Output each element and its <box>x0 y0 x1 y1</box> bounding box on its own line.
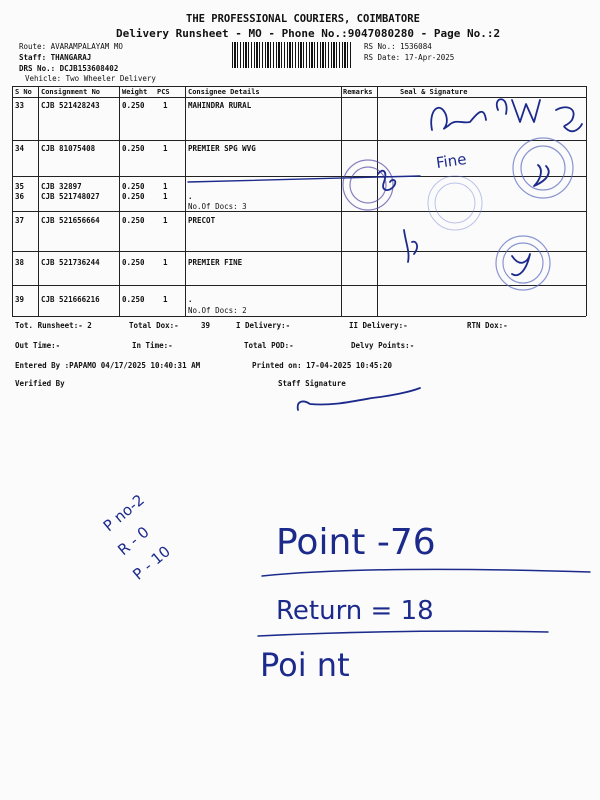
pcs: 1 <box>163 182 168 191</box>
table-row: 33 <box>15 101 25 110</box>
pcs: 1 <box>163 295 168 304</box>
ii-delivery: II Delivery:- <box>349 321 408 330</box>
out-time: Out Time:- <box>15 341 61 350</box>
col-seal-signature: Seal & Signature <box>400 88 468 96</box>
consignee: MAHINDRA RURAL <box>188 101 252 110</box>
consignee: PREMIER SPG WVG <box>188 144 256 153</box>
col-consignee: Consignee Details <box>188 88 260 96</box>
table-row: 35 <box>15 182 25 191</box>
signature <box>378 171 395 190</box>
handwritten-side-note: P - 10 <box>129 542 174 584</box>
consignee: PRECOT <box>188 216 216 225</box>
staff-signature <box>298 388 420 410</box>
col-consignment: Consignment No <box>41 88 101 96</box>
handwritten-return-total: Return = 18 <box>276 596 434 626</box>
staff-signature-label: Staff Signature <box>278 379 346 388</box>
consignee: . <box>188 192 193 201</box>
drs-number: DRS No.: DCJB153608402 <box>19 64 119 73</box>
col-weight: Weight <box>122 88 148 96</box>
consignment-no: CJB 81075408 <box>41 144 96 153</box>
table-row: 38 <box>15 258 25 267</box>
pcs: 1 <box>163 258 168 267</box>
docs-note: No.Of Docs: 3 <box>188 202 247 211</box>
company-title: THE PROFESSIONAL COURIERS, COIMBATORE <box>186 13 420 25</box>
weight: 0.250 <box>122 295 145 304</box>
table-row: 37 <box>15 216 25 225</box>
consignee: PREMIER FINE <box>188 258 243 267</box>
signature <box>431 108 486 130</box>
verified-by: Verified By <box>15 379 65 388</box>
printed-on: Printed on: 17-04-2025 10:45:20 <box>252 361 392 370</box>
weight: 0.250 <box>122 192 145 201</box>
seal-stamp <box>428 176 482 230</box>
signature <box>534 165 549 186</box>
route: Route: AVARAMPALAYAM MO <box>19 42 123 51</box>
consignment-no: CJB 521428243 <box>41 101 100 110</box>
table-row: 39 <box>15 295 25 304</box>
consignment-no: CJB 521736244 <box>41 258 100 267</box>
table-row: 36 <box>15 192 25 201</box>
handwritten-side-note: P no-2 <box>99 490 148 536</box>
consignment-no: CJB 521748027 <box>41 192 100 201</box>
runsheet-subtitle: Delivery Runsheet - MO - Phone No.:9047080280 - Page No.:2 <box>116 27 501 40</box>
total-dox: Total Dox:- <box>129 321 179 330</box>
docs-note: No.Of Docs: 2 <box>188 306 247 315</box>
i-delivery: I Delivery:- <box>236 321 291 330</box>
weight: 0.250 <box>122 182 145 191</box>
col-remarks: Remarks <box>343 88 373 96</box>
handwritten-fine: Fine <box>434 149 468 173</box>
weight: 0.250 <box>122 216 145 225</box>
table-row: 34 <box>15 144 25 153</box>
signature <box>404 230 417 262</box>
consignee: . <box>188 295 193 304</box>
rs-number: RS No.: 1536084 <box>364 42 432 51</box>
pcs: 1 <box>163 101 168 110</box>
pcs: 1 <box>163 192 168 201</box>
handwritten-point-total: Point -76 <box>276 522 436 563</box>
total-pod: Total POD:- <box>244 341 294 350</box>
staff: Staff: THANGARAJ <box>19 53 92 62</box>
weight: 0.250 <box>122 101 145 110</box>
entered-by: Entered By :PAPAMO 04/17/2025 10:40:31 AM <box>15 361 201 370</box>
weight: 0.250 <box>122 144 145 153</box>
delvy-points: Delvy Points:- <box>351 341 415 350</box>
vehicle: Vehicle: Two Wheeler Delivery <box>25 74 156 83</box>
pcs: 1 <box>163 144 168 153</box>
in-time: In Time:- <box>132 341 173 350</box>
handwritten-point-label: Poi nt <box>260 646 350 684</box>
handwritten-side-note: R - 0 <box>114 522 153 560</box>
seal-stamp <box>513 138 573 198</box>
pcs: 1 <box>163 216 168 225</box>
tot-runsheet: Tot. Runsheet:- 2 <box>15 321 92 330</box>
consignment-no: CJB 521666216 <box>41 295 100 304</box>
col-sno: S No <box>15 88 32 96</box>
consignment-no: CJB 32897 <box>41 182 82 191</box>
rtn-dox: RTN Dox:- <box>467 321 508 330</box>
total-dox-value: 39 <box>201 321 211 330</box>
signature <box>512 254 530 275</box>
weight: 0.250 <box>122 258 145 267</box>
col-pcs: PCS <box>157 88 170 96</box>
consignment-no: CJB 521656664 <box>41 216 100 225</box>
rs-date: RS Date: 17-Apr-2025 <box>364 53 455 62</box>
